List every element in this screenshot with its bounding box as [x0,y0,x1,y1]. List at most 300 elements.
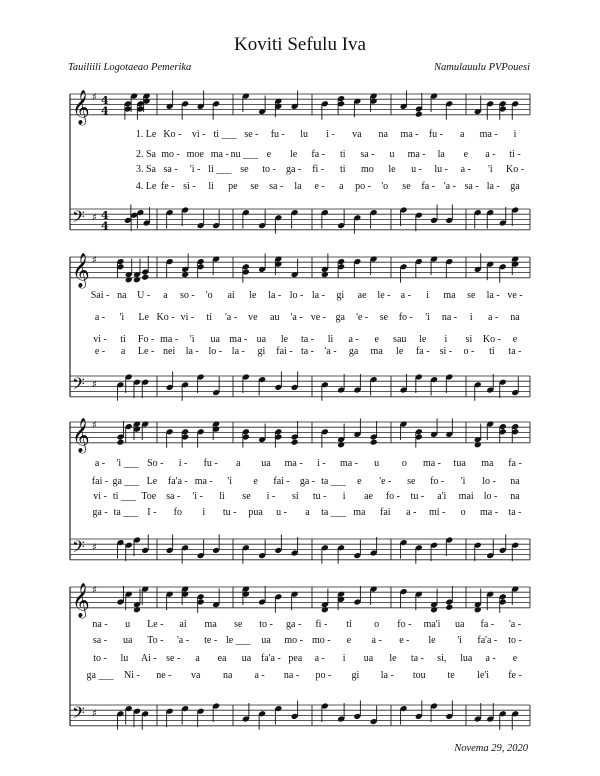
lyric-syllable: sa - [163,164,178,175]
bass-clef-icon: 𝄢 [72,206,85,231]
note-head [117,439,125,446]
lyric-syllable: 'a - [324,346,337,357]
lyric-syllable: e [512,653,518,664]
lyric-syllable: la - [486,181,500,192]
time-signature-bottom: 4 [101,104,109,118]
lyric-syllable: se [467,290,476,301]
lyric-syllable: a - [488,312,499,323]
bass-staff [70,703,530,727]
lyric-syllable: ma - [422,458,442,469]
lyric-syllable: 'i [460,476,466,487]
lyric-syllable: fe - [508,670,522,681]
lyric-syllable: fo - [397,619,412,630]
lyric-syllable: to - [262,164,276,175]
lyric-syllable: Le - [147,619,164,630]
lyric-syllable: fa - [480,619,495,630]
lyric-syllable: te - [204,635,218,646]
lyric-syllable: le [428,635,436,646]
lyric-syllable: a [339,181,344,192]
lyric-syllable: ua [454,619,465,630]
lyric-syllable: lu [120,653,129,664]
lyric-syllable: 'e - [379,476,392,487]
lyric-syllable: sa - [166,491,181,502]
lyric-syllable: Fo - [137,334,155,345]
sharp-icon: ♯ [92,212,97,224]
lyric-syllable: i [342,653,346,664]
lyric-syllable: i - [178,458,188,469]
lyric-syllable: la - [380,670,394,681]
lyric-syllable: moe [186,149,204,160]
lyric-syllable: ve - [310,312,327,323]
lyric-syllable: le'i [477,670,489,681]
lyric-syllable: e [253,476,258,487]
lyric-syllable: ma'i [423,619,441,630]
lyric-syllable: vi - [93,334,107,345]
sharp-icon: ♯ [92,542,97,554]
note-head [133,606,141,613]
lyric-syllable: la - [486,290,500,301]
lyric-syllable: e - [94,346,106,357]
lyric-syllable: le [280,334,289,345]
lyric-syllable: a - [314,653,325,664]
lyric-syllable: a - [485,653,496,664]
lyric-syllable: fai [380,507,391,518]
lyric-syllable: So - [147,458,164,469]
sharp-icon: ♯ [92,420,97,432]
lyric-syllable: pea [288,653,303,664]
lyric-syllable: 'o [381,181,389,192]
lyric-syllable: lu [300,129,309,140]
lyric-syllable: le [249,290,257,301]
lyric-syllable: a - [400,290,411,301]
lyric-syllable: fo - [385,491,401,502]
lyric-syllable: fe - [160,181,175,192]
lyric-syllable: va [352,129,362,140]
bass-clef-icon: 𝄢 [72,702,85,727]
lyric-syllable: 1. Le [135,129,157,140]
bass-staff [70,374,530,398]
lyric-syllable: ga - [286,619,302,630]
lyric-syllable: a - [94,458,106,469]
lyric-syllable: ma [370,346,383,357]
lyric-syllable: ma - [479,129,498,140]
lyric-syllable: fa'a - [477,635,498,646]
lyric-syllable: so - [180,290,195,301]
lyric-syllable: u - [276,507,287,518]
lyric-syllable: 'a - [176,635,190,646]
lyric-syllable: sa - [92,635,108,646]
note-head [337,441,345,448]
lyric-syllable: vi - [191,129,206,140]
lyric-syllable: se [240,164,249,175]
lyric-syllable: fu - [203,458,218,469]
lyric-syllable: ta ___ [321,476,346,487]
lyric-syllable: i - [326,129,335,140]
lyric-syllable: fo - [430,476,445,487]
treble-clef-icon: 𝄞 [72,89,90,125]
lyricist-credit: Tauiliili Logotaeao Pemerika [68,62,192,73]
lyric-syllable: le ___ [225,635,251,646]
lyric-syllable: u [389,149,395,160]
lyric-syllable: ae [364,491,373,502]
lyric-syllable: le - [377,290,391,301]
lyric-syllable: ga - [285,164,302,175]
lyric-syllable: fa - [415,346,430,357]
lyric-syllable: u [125,619,131,630]
song-title: Koviti Sefulu Iva [234,34,366,55]
lyric-syllable: 'o [205,290,213,301]
lyric-syllable: ma - [480,507,499,518]
lyric-syllable: 3. Sa [136,164,156,175]
lyric-syllable: ga - [92,507,108,518]
lyric-syllable: i - [266,491,276,502]
treble-clef-icon: 𝄞 [72,252,90,288]
lyric-syllable: 'a - [225,312,238,323]
lyric-syllable: la [294,181,302,192]
lyric-syllable: la - [185,346,199,357]
lyric-syllable: a - [371,635,382,646]
lyric-syllable: ae [357,290,367,301]
note-head [141,274,149,281]
lyric-syllable: ti - [509,149,521,160]
lyric-syllable: a [460,129,465,140]
lyric-syllable: ti [489,346,495,357]
lyric-syllable: i - [317,458,326,469]
lyric-syllable: 'i [488,164,493,175]
lyric-syllable: ma [353,507,366,518]
lyric-syllable: na - [92,619,108,630]
lyric-syllable: a [120,346,126,357]
lyric-syllable: tua [453,458,466,469]
lyric-syllable: gi [336,290,345,301]
lyric-syllable: se [407,476,416,487]
lyric-syllable: ga [510,181,520,192]
lyric-syllable: a [195,653,200,664]
treble-staff [70,253,530,289]
lyric-syllable: mai [458,491,474,502]
lyric-syllable: sa - [269,181,284,192]
lyric-syllable: Ko - [482,334,501,345]
note-head [291,439,299,446]
lyric-syllable: 4. Le [135,181,157,192]
treble-staff [70,583,530,619]
treble-clef-icon: 𝄞 [72,417,90,453]
lyric-syllable: ta - [410,653,424,664]
lyric-syllable: vi - [180,312,195,323]
lyric-syllable: a - [348,334,359,345]
lyric-syllable: si - [183,181,196,192]
lyric-syllable: ga [348,346,359,357]
sharp-icon: ♯ [92,708,97,720]
lyric-syllable: Ni - [124,670,140,681]
lyric-syllable: Ai - [140,653,157,664]
lyric-syllable: o [374,619,380,630]
lyric-syllable: e [463,149,469,160]
lyric-syllable: a - [406,507,417,518]
lyric-syllable: pua [248,507,263,518]
lyric-syllable: ua [261,635,271,646]
lyric-syllable: se - [166,653,181,664]
sharp-icon: ♯ [92,379,97,391]
lyric-syllable: 'i - [192,491,203,502]
lyric-syllable: 'i ___ [116,458,139,469]
lyric-syllable: to - [508,635,522,646]
lyric-syllable: Sai - [90,290,110,301]
lyric-syllable: o - [463,346,475,357]
lyric-syllable: fu - [270,129,285,140]
lyric-syllable: ti ___ [112,491,136,502]
lyric-syllable: na [222,670,233,681]
lyric-syllable: lu - [434,164,449,175]
lyric-syllable: la - [231,346,245,357]
lyric-syllable: Le [138,312,149,323]
lyric-syllable: ma [481,458,494,469]
lyric-syllable: lo - [483,491,498,502]
lyric-syllable: mo - [284,635,303,646]
lyric-syllable: e [512,334,518,345]
lyric-syllable: lo - [482,476,496,487]
lyric-syllable: 'i - [189,164,201,175]
lyric-syllable: fo - [398,312,413,323]
note-head [181,271,189,278]
note-head [445,604,453,611]
lyric-syllable: ga ___ [112,476,140,487]
sharp-icon: ♯ [92,255,97,267]
lyric-syllable: ga ___ [86,670,114,681]
lyric-syllable: fu - [428,129,444,140]
lyric-syllable: ua [256,334,267,345]
lyric-syllable: a'i [437,491,447,502]
lyric-syllable: mo - [312,635,331,646]
lyric-syllable: lo - [208,346,223,357]
lyric-syllable: ai [179,619,187,630]
lyric-syllable: sa - [464,181,479,192]
lyric-syllable: na [510,491,520,502]
note-head [370,439,378,446]
lyric-syllable: mo [361,164,374,175]
lyric-syllable: fa - [421,181,435,192]
lyric-syllable: tou [412,670,426,681]
lyric-syllable: se [234,619,243,630]
lyric-syllable: ua [241,653,252,664]
lyric-syllable: ua [122,635,133,646]
lyric-syllable: ma - [194,476,213,487]
lyric-syllable: ta - [300,334,315,345]
lyric-syllable: 'a - [443,181,456,192]
lyric-syllable: tu - [222,507,237,518]
lyric-syllable: ma - [284,458,303,469]
lyric-syllable: fi - [315,619,328,630]
treble-clef-icon: 𝄞 [72,582,90,618]
lyric-syllable: fa - [508,458,522,469]
lyric-syllable: 'i [189,334,195,345]
lyric-syllable: u [374,458,380,469]
lyric-syllable: ti [206,312,212,323]
lyric-syllable: nei [163,346,176,357]
lyric-syllable: le [419,334,427,345]
lyric-syllable: fai - [273,476,290,487]
sharp-icon: ♯ [92,585,97,597]
lyric-syllable: ti [346,619,352,630]
lyric-syllable: ua [363,653,374,664]
lyric-syllable: la - [311,290,325,301]
lyric-syllable: li [327,334,334,345]
lyric-syllable: e - [399,635,410,646]
lyric-syllable: tu - [410,491,425,502]
lyric-syllable: o [401,458,407,469]
lyric-syllable: tu - [312,491,327,502]
note-head [430,606,438,613]
lyric-syllable: 'a - [290,312,303,323]
lyric-syllable: a - [94,312,106,323]
lyric-syllable: ai [227,290,235,301]
lyric-syllable: to - [93,653,107,664]
lyric-syllable: ti [340,164,346,175]
lyric-syllable: na - [283,670,300,681]
lyric-syllable: Ko - [156,312,175,323]
lyric-syllable: i [342,491,346,502]
note-head [474,606,482,613]
lyric-syllable: ma [443,290,456,301]
lyric-syllable: fa - [311,149,326,160]
lyric-syllable: na [510,312,520,323]
lyric-syllable: ta - [508,507,522,518]
lyric-syllable: Le - [137,346,155,357]
lyric-syllable: ta - [508,346,522,357]
lyric-syllable: li [219,491,225,502]
lyric-syllable: i [426,290,430,301]
lyric-syllable: a [305,507,310,518]
lyric-syllable: nu ___ [230,149,259,160]
lyric-syllable: na [378,129,388,140]
lyric-syllable: si [465,334,473,345]
time-signature-bottom: 4 [101,219,109,233]
lyric-syllable: le [388,164,396,175]
lyric-syllable: na [510,476,520,487]
lyric-syllable: gi [351,670,360,681]
lyric-syllable: si [291,491,299,502]
lyric-syllable: la [437,149,445,160]
lyric-syllable: sa - [360,149,375,160]
lyric-syllable: ma - [210,149,229,160]
lyric-syllable: la - [268,290,282,301]
lyric-syllable: se - [244,129,259,140]
lyric-syllable: i [469,312,473,323]
lyric-syllable: e [346,635,352,646]
lyric-syllable: ma - [339,458,359,469]
lyric-syllable: 2. Sa [136,149,156,160]
lyric-syllable: e - [314,181,325,192]
lyric-syllable: i [444,334,448,345]
lyric-syllable: 'i [425,312,430,323]
lyric-syllable: ta ___ [113,507,139,518]
time-signature-top: 4 [101,93,109,107]
bass-clef-icon: 𝄢 [72,373,85,398]
lyric-syllable: ve - [507,290,523,301]
lyric-syllable: va [191,670,201,681]
lyric-syllable: ne - [156,670,172,681]
lyric-syllable: ta ___ [321,507,346,518]
lyric-syllable: ma - [160,334,179,345]
lyric-syllable: pe [228,181,238,192]
lyric-syllable: 'i [457,635,462,646]
lyric-syllable: to - [259,619,273,630]
lyric-syllable: ga [335,312,345,323]
lyric-syllable: se [379,312,389,323]
lyric-syllable: se [250,181,259,192]
sharp-icon: ♯ [92,92,97,104]
note-head [125,276,133,283]
lyric-syllable: se [242,491,251,502]
note-head [415,111,423,118]
lyric-syllable: To - [147,635,164,646]
lyric-syllable: e [357,476,362,487]
lyric-syllable: e [374,334,379,345]
lyric-syllable: le [396,346,404,357]
lyric-syllable: ve [248,312,258,323]
lyric-syllable: ta - [300,346,315,357]
lyric-syllable: au [270,312,280,323]
lyric-syllable: le [389,653,397,664]
lyric-syllable: ti ___ [213,129,237,140]
lyric-syllable: a - [460,164,471,175]
lyric-syllable: te [447,670,455,681]
lyric-syllable: 'a - [508,619,522,630]
lyric-syllable: a - [485,149,496,160]
lyric-syllable: gi [257,346,266,357]
lyric-syllable: po - [355,181,371,192]
lyric-syllable: se [402,181,411,192]
lyric-syllable: fa'a - [260,653,281,664]
bass-clef-icon: 𝄢 [72,536,85,561]
lyric-syllable: Le [146,476,158,487]
lyric-syllable: ma [204,619,217,630]
lyric-syllable: ua [210,334,221,345]
lyric-syllable: 'e - [356,312,369,323]
lyric-syllable: ma - [229,334,248,345]
lyric-syllable: sau [393,334,407,345]
lyric-syllable: a - [254,670,265,681]
lyric-syllable: U - [137,290,151,301]
lyric-syllable: e [266,149,272,160]
lyric-syllable: si - [439,346,453,357]
lyric-syllable: li ___ [208,164,232,175]
note-head [133,276,141,283]
lyric-syllable: I - [147,507,157,518]
lyric-syllable: ti [340,149,346,160]
lyric-syllable: i [513,129,517,140]
lyric-syllable: ma - [407,149,426,160]
lyric-syllable: 'i [119,312,125,323]
lyric-syllable: fai - [276,346,293,357]
lyric-syllable: li [208,181,214,192]
lyric-syllable: o [460,507,466,518]
lyric-syllable: Ko - [163,129,182,140]
lyric-syllable: po - [315,670,332,681]
composer-credit: Namulauulu PVPouesi [434,62,530,73]
lyric-syllable: le [289,149,298,160]
lyric-syllable: ma - [400,129,419,140]
lyric-syllable: 'i [227,476,232,487]
lyric-syllable: ua [261,458,271,469]
lyric-syllable: a [163,290,168,301]
lyric-syllable: ga - [299,476,316,487]
lyric-syllable: u - [411,164,423,175]
lyric-syllable: lo - [289,290,304,301]
note-head [321,606,329,613]
time-signature-top: 4 [101,208,109,222]
lyric-syllable: fa'a - [167,476,188,487]
